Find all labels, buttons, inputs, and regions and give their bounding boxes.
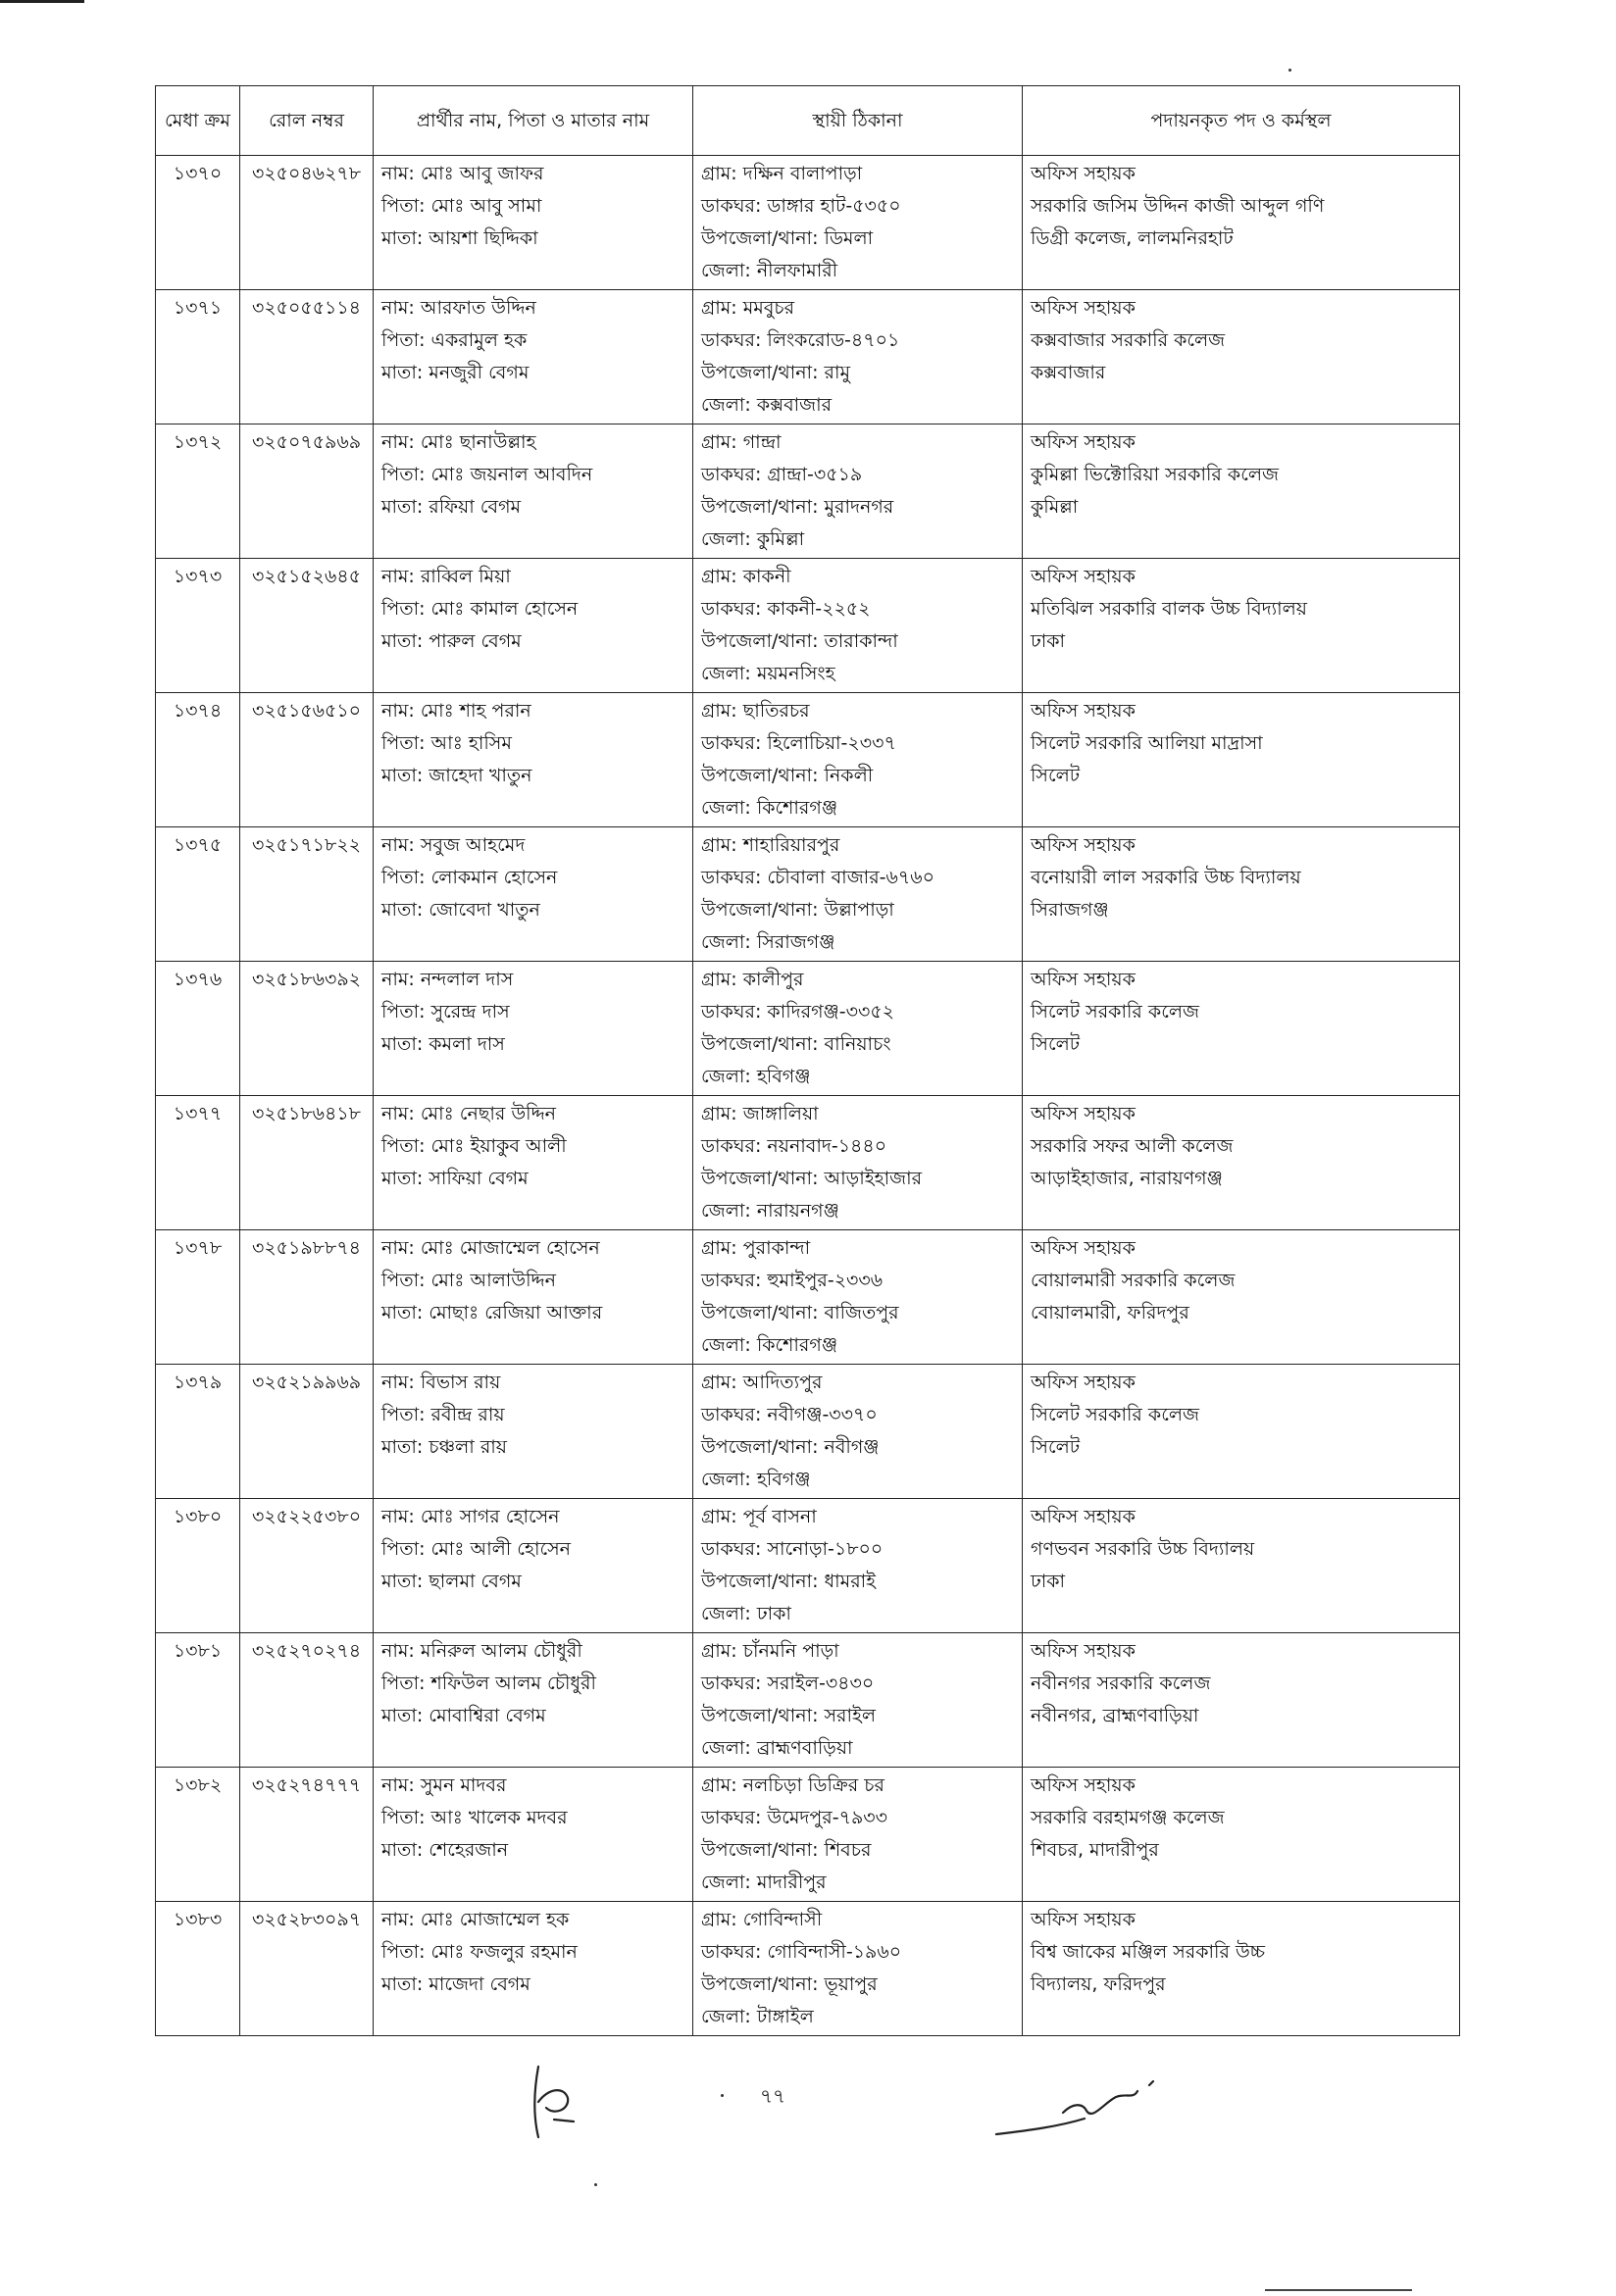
village: গ্রাম: নলচিড়া ডিক্রির চর [701,1774,884,1796]
address-cell [693,559,1023,693]
posting-cell [1023,1768,1460,1902]
mother-name: মাতা: সাফিয়া বেগম [381,1168,529,1189]
table-row [156,290,1460,424]
candidate-cell [374,1499,693,1633]
post-office: ডাকঘর: লিংকরোড-৪৭০১ [701,329,900,351]
workplace-line-2: ডিগ্রী কলেজ, লালমনিরহাট [1031,227,1234,249]
merit-cell [156,693,240,827]
mother-name: মাতা: জাহেদা খাতুন [381,765,532,786]
mother-name: মাতা: মোছাঃ রেজিয়া আক্তার [381,1302,603,1323]
posting-cell [1023,693,1460,827]
posting-cell [1023,1096,1460,1230]
bottom-edge-rule [1265,2289,1412,2291]
candidate-name: নাম: নন্দলাল দাস [381,969,514,990]
merit-number: ১৩৭১ [173,297,223,319]
posting-cell [1023,559,1460,693]
district: জেলা: টাঙ্গাইল [701,2006,814,2027]
workplace-line-2: আড়াইহাজার, নারায়ণগঞ্জ [1031,1168,1223,1189]
candidate-cell [374,1096,693,1230]
upazila: উপজেলা/থানা: রামু [701,362,851,383]
roll-number: ৩২৫২৭০২৭৪ [251,1640,362,1662]
post-office: ডাকঘর: গ্রান্দ্রা-৩৫১৯ [701,464,863,485]
workplace-line-1: সরকারি বরহামগঞ্জ কলেজ [1031,1807,1225,1828]
roll-cell [240,290,374,424]
speck [1288,69,1291,72]
merit-cell [156,1768,240,1902]
position-title: অফিস সহায়ক [1031,1909,1136,1930]
merit-cell [156,559,240,693]
workplace-line-1: বিশ্ব জাকের মঞ্জিল সরকারি উচ্চ [1031,1941,1266,1963]
roll-number: ৩২৫২৮৩০৯৭ [251,1909,362,1930]
roll-number: ৩২৫২৭৪৭৭৭ [251,1774,362,1796]
address-cell [693,962,1023,1096]
table-row [156,1230,1460,1365]
post-office: ডাকঘর: হিলোচিয়া-২৩৩৭ [701,732,896,754]
upazila: উপজেলা/থানা: নিকলী [701,765,874,786]
district: জেলা: মাদারীপুর [701,1872,827,1893]
address-cell [693,1096,1023,1230]
merit-number: ১৩৭৯ [173,1372,223,1393]
merit-number: ১৩৮৩ [173,1909,223,1930]
position-title: অফিস সহায়ক [1031,1640,1136,1662]
upazila: উপজেলা/থানা: তারাকান্দা [701,630,898,652]
village: গ্রাম: চাঁনমনি পাড়া [701,1640,839,1662]
posting-cell [1023,962,1460,1096]
posting-cell [1023,1902,1460,2036]
post-office: ডাকঘর: গোবিন্দাসী-১৯৬০ [701,1941,902,1963]
table-row [156,156,1460,290]
village: গ্রাম: গোবিন্দাসী [701,1909,823,1930]
village: গ্রাম: শাহারিয়ারপুর [701,834,840,856]
upazila: উপজেলা/থানা: ধামরাই [701,1571,877,1592]
candidate-name: নাম: মোঃ শাহ পরান [381,700,531,722]
candidate-cell [374,1365,693,1499]
upazila: উপজেলা/থানা: সরাইল [701,1705,877,1726]
district: জেলা: হবিগঞ্জ [701,1469,811,1490]
table-row [156,1633,1460,1768]
workplace-line-1: কক্সবাজার সরকারি কলেজ [1031,329,1226,351]
header-merit: মেধা ক্রম [156,86,240,156]
workplace-line-2: বোয়ালমারী, ফরিদপুর [1031,1302,1189,1323]
merit-number: ১৩৭৮ [173,1237,223,1259]
village: গ্রাম: আদিত্যপুর [701,1372,823,1393]
candidate-name: নাম: মনিরুল আলম চৌধুরী [381,1640,582,1662]
position-title: অফিস সহায়ক [1031,969,1136,990]
mother-name: মাতা: আয়শা ছিদ্দিকা [381,227,538,249]
roll-cell [240,1096,374,1230]
candidate-cell [374,962,693,1096]
candidate-name: নাম: মোঃ নেছার উদ্দিন [381,1103,556,1124]
candidate-name: নাম: সবুজ আহমেদ [381,834,526,856]
merit-cell [156,1365,240,1499]
workplace-line-2: সিলেট [1031,1436,1081,1458]
post-office: ডাকঘর: সানোড়া-১৮০০ [701,1538,884,1560]
village: গ্রাম: ছাতিরচর [701,700,810,722]
workplace-line-1: সিলেট সরকারি আলিয়া মাদ্রাসা [1031,732,1263,754]
header-name: প্রার্থীর নাম, পিতা ও মাতার নাম [374,86,693,156]
merit-cell [156,290,240,424]
roll-number: ৩২৫১৭১৮২২ [251,834,362,856]
workplace-line-1: সরকারি সফর আলী কলেজ [1031,1135,1234,1157]
table-row [156,827,1460,962]
upazila: উপজেলা/থানা: বাজিতপুর [701,1302,899,1323]
father-name: পিতা: আঃ খালেক মদবর [381,1807,568,1828]
roll-cell [240,1768,374,1902]
father-name: পিতা: একরামুল হক [381,329,528,351]
father-name: পিতা: মোঃ আলী হোসেন [381,1538,571,1560]
father-name: পিতা: মোঃ আবু সামা [381,195,542,217]
post-office: ডাকঘর: কাদিরগঞ্জ-৩৩৫২ [701,1001,895,1023]
header-address: স্থায়ী ঠিকানা [693,86,1023,156]
roll-cell [240,1633,374,1768]
table-row [156,1902,1460,2036]
roll-cell [240,156,374,290]
mother-name: মাতা: মনজুরী বেগম [381,362,530,383]
workplace-line-1: সরকারি জসিম উদ্দিন কাজী আব্দুল গণি [1031,195,1325,217]
position-title: অফিস সহায়ক [1031,566,1136,587]
merit-number: ১৩৮০ [173,1506,223,1527]
speck [594,2183,597,2186]
address-cell [693,1230,1023,1365]
father-name: পিতা: আঃ হাসিম [381,732,512,754]
candidate-name: নাম: আরফাত উদ্দিন [381,297,536,319]
merit-cell [156,1633,240,1768]
posting-cell [1023,290,1460,424]
district: জেলা: কিশোরগঞ্জ [701,797,838,819]
roll-cell [240,1499,374,1633]
mother-name: মাতা: মোবাশ্বিরা বেগম [381,1705,546,1726]
position-title: অফিস সহায়ক [1031,297,1136,319]
roll-number: ৩২৫১৮৬৪১৮ [251,1103,362,1124]
father-name: পিতা: মোঃ ফজলুর রহমান [381,1941,578,1963]
table-row [156,1768,1460,1902]
roll-cell [240,962,374,1096]
mother-name: মাতা: ছালমা বেগম [381,1571,522,1592]
upazila: উপজেলা/থানা: ভূয়াপুর [701,1973,878,1995]
upazila: উপজেলা/থানা: আড়াইহাজার [701,1168,923,1189]
position-title: অফিস সহায়ক [1031,1237,1136,1259]
workplace-line-1: কুমিল্লা ভিক্টোরিয়া সরকারি কলেজ [1031,464,1279,485]
header-roll: রোল নম্বর [240,86,374,156]
candidate-cell [374,290,693,424]
position-title: অফিস সহায়ক [1031,1774,1136,1796]
merit-number: ১৩৭৫ [173,834,223,856]
candidate-name: নাম: রাব্বিল মিয়া [381,566,511,587]
workplace-line-2: কক্সবাজার [1031,362,1106,383]
candidate-name: নাম: মোঃ মোজাম্মেল হক [381,1909,570,1930]
address-cell [693,424,1023,559]
district: জেলা: ব্রাহ্মণবাড়িয়া [701,1737,853,1759]
roll-number: ৩২৫০৭৫৯৬৯ [251,431,362,453]
mother-name: মাতা: পারুল বেগম [381,630,522,652]
address-cell [693,1499,1023,1633]
position-title: অফিস সহায়ক [1031,700,1136,722]
village: গ্রাম: কাকনী [701,566,791,587]
village: গ্রাম: পূর্ব বাসনা [701,1506,817,1527]
candidate-cell [374,1633,693,1768]
workplace-line-1: বোয়ালমারী সরকারি কলেজ [1031,1270,1236,1291]
post-office: ডাকঘর: চৌবালা বাজার-৬৭৬০ [701,867,934,888]
position-title: অফিস সহায়ক [1031,163,1136,184]
roll-number: ৩২৫১৫৬৫১০ [251,700,362,722]
workplace-line-1: মতিঝিল সরকারি বালক উচ্চ বিদ্যালয় [1031,598,1308,620]
upazila: উপজেলা/থানা: শিবচর [701,1839,872,1861]
mother-name: মাতা: শেহেরজান [381,1839,509,1861]
address-cell [693,290,1023,424]
post-office: ডাকঘর: সরাইল-৩৪৩০ [701,1672,875,1694]
handwritten-initial [525,2059,583,2147]
district: জেলা: কক্সবাজার [701,394,833,416]
candidate-cell [374,424,693,559]
candidate-name: নাম: মোঃ আবু জাফর [381,163,544,184]
workplace-line-1: নবীনগর সরকারি কলেজ [1031,1672,1211,1694]
handwritten-signature [990,2073,1206,2152]
roll-cell [240,693,374,827]
father-name: পিতা: মোঃ জয়নাল আবদিন [381,464,593,485]
address-cell [693,827,1023,962]
address-cell [693,1365,1023,1499]
header-posting: পদায়নকৃত পদ ও কর্মস্থল [1023,86,1460,156]
merit-number: ১৩৭০ [173,163,223,184]
table-row [156,1096,1460,1230]
post-office: ডাকঘর: নয়নাবাদ-১৪৪০ [701,1135,887,1157]
table-header-row [156,86,1460,156]
workplace-line-1: গণভবন সরকারি উচ্চ বিদ্যালয় [1031,1538,1255,1560]
merit-list-table [155,85,1460,2036]
district: জেলা: সিরাজগঞ্জ [701,931,835,953]
roll-number: ৩২৫০৫৫১১৪ [251,297,362,319]
upazila: উপজেলা/থানা: ডিমলা [701,227,874,249]
father-name: পিতা: লোকমান হোসেন [381,867,558,888]
district: জেলা: ঢাকা [701,1603,791,1624]
roll-number: ৩২৫২১৯৯৬৯ [251,1372,362,1393]
table-row [156,1365,1460,1499]
post-office: ডাকঘর: ডাঙ্গার হাট-৫৩৫০ [701,195,901,217]
address-cell [693,1768,1023,1902]
position-title: অফিস সহায়ক [1031,834,1136,856]
position-title: অফিস সহায়ক [1031,1372,1136,1393]
table-row [156,559,1460,693]
workplace-line-2: নবীনগর, ব্রাহ্মণবাড়িয়া [1031,1705,1199,1726]
roll-cell [240,1902,374,2036]
village: গ্রাম: গান্দ্রা [701,431,782,453]
roll-number: ৩২৫১৮৬৩৯২ [251,969,362,990]
upazila: উপজেলা/থানা: বানিয়াচং [701,1033,891,1055]
candidate-cell [374,1902,693,2036]
candidate-cell [374,156,693,290]
mother-name: মাতা: কমলা দাস [381,1033,505,1055]
workplace-line-2: ঢাকা [1031,630,1066,652]
workplace-line-2: ঢাকা [1031,1571,1066,1592]
address-cell [693,156,1023,290]
post-office: ডাকঘর: উমেদপুর-৭৯৩৩ [701,1807,887,1828]
roll-cell [240,1365,374,1499]
merit-number: ১৩৭২ [173,431,223,453]
workplace-line-2: বিদ্যালয়, ফরিদপুর [1031,1973,1166,1995]
village: গ্রাম: কালীপুর [701,969,804,990]
father-name: পিতা: মোঃ আলাউদ্দিন [381,1270,556,1291]
district: জেলা: নীলফামারী [701,260,838,281]
post-office: ডাকঘর: নবীগঞ্জ-৩৩৭০ [701,1404,878,1425]
candidate-cell [374,1230,693,1365]
candidate-cell [374,693,693,827]
father-name: পিতা: সুরেন্দ্র দাস [381,1001,510,1023]
table-row [156,424,1460,559]
posting-cell [1023,827,1460,962]
father-name: পিতা: শফিউল আলম চৌধুরী [381,1672,596,1694]
candidate-name: নাম: সুমন মাদবর [381,1774,507,1796]
workplace-line-2: শিবচর, মাদারীপুর [1031,1839,1159,1861]
table-row [156,1499,1460,1633]
page-number: ৭৭ [760,2084,786,2108]
father-name: পিতা: রবীন্দ্র রায় [381,1404,505,1425]
merit-number: ১৩৭৪ [173,700,223,722]
workplace-line-1: সিলেট সরকারি কলেজ [1031,1404,1199,1425]
mother-name: মাতা: চঞ্চলা রায় [381,1436,507,1458]
district: জেলা: নারায়নগঞ্জ [701,1200,839,1222]
roll-number: ৩২৫২২৫৩৮০ [251,1506,362,1527]
workplace-line-1: সিলেট সরকারি কলেজ [1031,1001,1199,1023]
roll-number: ৩২৫০৪৬২৭৮ [251,163,362,184]
merit-number: ১৩৮১ [173,1640,223,1662]
merit-cell [156,1902,240,2036]
district: জেলা: হবিগঞ্জ [701,1066,811,1087]
candidate-name: নাম: বিভাস রায় [381,1372,501,1393]
village: গ্রাম: পুরাকান্দা [701,1237,811,1259]
merit-cell [156,962,240,1096]
upazila: উপজেলা/থানা: উল্লাপাড়া [701,899,894,921]
merit-number: ১৩৭৬ [173,969,223,990]
merit-number: ১৩৮২ [173,1774,223,1796]
roll-cell [240,827,374,962]
roll-number: ৩২৫১৯৮৮৭৪ [251,1237,362,1259]
posting-cell [1023,156,1460,290]
roll-cell [240,1230,374,1365]
posting-cell [1023,424,1460,559]
mother-name: মাতা: রফিয়া বেগম [381,496,522,518]
address-cell [693,1902,1023,2036]
merit-cell [156,1230,240,1365]
upazila: উপজেলা/থানা: নবীগঞ্জ [701,1436,880,1458]
posting-cell [1023,1633,1460,1768]
merit-cell [156,156,240,290]
post-office: ডাকঘর: হুমাইপুর-২৩৩৬ [701,1270,884,1291]
candidate-cell [374,827,693,962]
speck [721,2094,724,2097]
merit-number: ১৩৭৩ [173,566,223,587]
roll-cell [240,424,374,559]
workplace-line-2: সিরাজগঞ্জ [1031,899,1109,921]
mother-name: মাতা: মাজেদা বেগম [381,1973,530,1995]
father-name: পিতা: মোঃ ইয়াকুব আলী [381,1135,567,1157]
roll-number: ৩২৫১৫২৬৪৫ [251,566,362,587]
position-title: অফিস সহায়ক [1031,431,1136,453]
merit-number: ১৩৭৭ [173,1103,223,1124]
address-cell [693,693,1023,827]
candidate-name: নাম: মোঃ মোজাম্মেল হোসেন [381,1237,600,1259]
candidate-cell [374,1768,693,1902]
position-title: অফিস সহায়ক [1031,1506,1136,1527]
posting-cell [1023,1499,1460,1633]
merit-cell [156,1096,240,1230]
table-row [156,693,1460,827]
merit-cell [156,1499,240,1633]
merit-cell [156,827,240,962]
post-office: ডাকঘর: কাকনী-২২৫২ [701,598,871,620]
father-name: পিতা: মোঃ কামাল হোসেন [381,598,579,620]
table-body [156,156,1460,2036]
candidate-name: নাম: মোঃ সাগর হোসেন [381,1506,560,1527]
posting-cell [1023,1365,1460,1499]
district: জেলা: কুমিল্লা [701,528,805,550]
workplace-line-2: সিলেট [1031,765,1081,786]
workplace-line-1: বনোয়ারী লাল সরকারি উচ্চ বিদ্যালয় [1031,867,1301,888]
mother-name: মাতা: জোবেদা খাতুন [381,899,540,921]
roll-cell [240,559,374,693]
position-title: অফিস সহায়ক [1031,1103,1136,1124]
top-edge-rule [0,0,84,3]
district: জেলা: কিশোরগঞ্জ [701,1334,838,1356]
workplace-line-2: সিলেট [1031,1033,1081,1055]
candidate-cell [374,559,693,693]
district: জেলা: ময়মনসিংহ [701,663,835,684]
village: গ্রাম: মমবুচর [701,297,795,319]
workplace-line-2: কুমিল্লা [1031,496,1079,518]
posting-cell [1023,1230,1460,1365]
village: গ্রাম: দক্ষিন বালাপাড়া [701,163,863,184]
candidate-name: নাম: মোঃ ছানাউল্লাহ [381,431,536,453]
table-row [156,962,1460,1096]
address-cell [693,1633,1023,1768]
village: গ্রাম: জাঙ্গালিয়া [701,1103,819,1124]
upazila: উপজেলা/থানা: মুরাদনগর [701,496,894,518]
merit-cell [156,424,240,559]
